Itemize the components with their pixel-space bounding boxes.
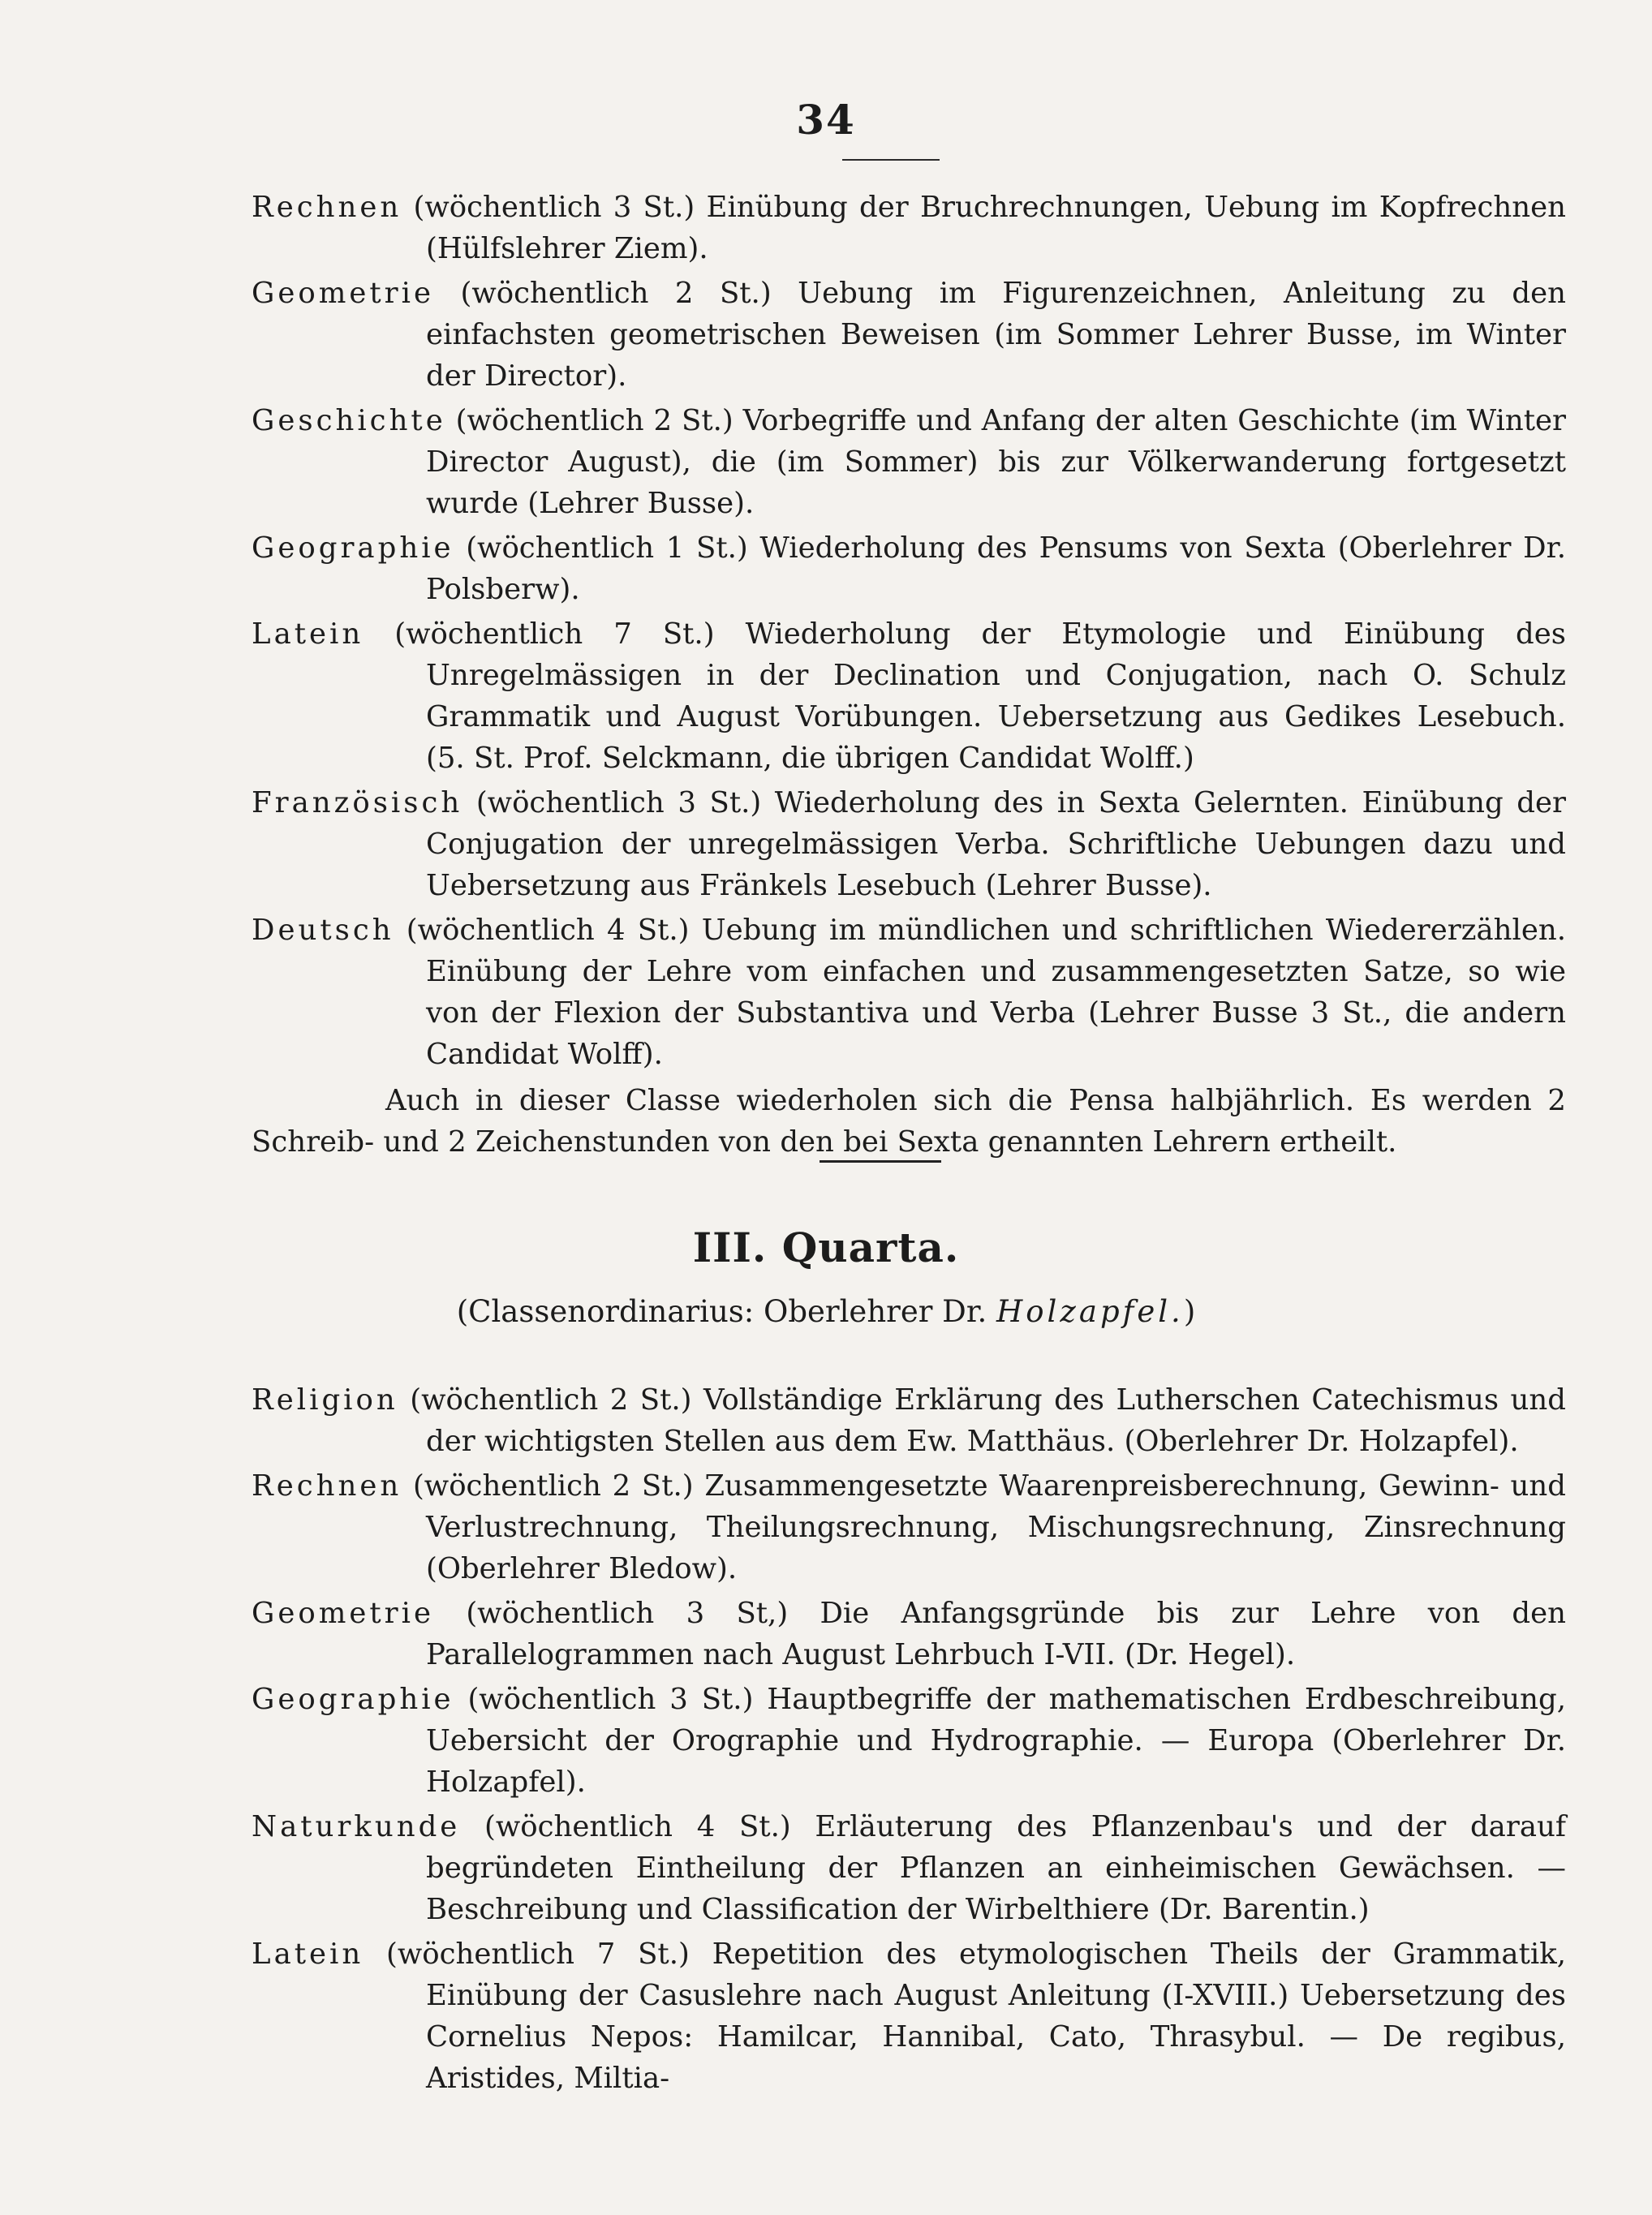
- subject-name: Deutsch: [252, 914, 394, 947]
- subject-name: Geographie: [252, 1683, 454, 1716]
- curriculum-entry-latein: [252, 1933, 1566, 2099]
- subject-name: Latein: [252, 1938, 364, 1971]
- section-note: Auch in dieser Classe wiederholen sich die Pensa halbjährlich. Es werden 2 Schreib- und 2 Zeichenstunden von den bei Sexta genannten Lehrern ertheilt.: [252, 1084, 1566, 1159]
- subject-name: Rechnen: [252, 1469, 402, 1503]
- entry-text: (wöchentlich 4 St.) Erläuterung des Pflanzenbau's und der darauf begründeten Eintheilung der Pflanzen an einheimischen Gewächsen. — Beschreibung und Classification der Wirbelthiere (Dr. Barentin.): [426, 1810, 1566, 1926]
- section-subtitle: [0, 1294, 1652, 1329]
- entry-text: (wöchentlich 3 St.) Wiederholung des in Sexta Gelernten. Einübung der Conjugation der unregelmässigen Verba. Schriftliche Uebungen dazu und Uebersetzung aus Fränkels Lesebuch (Lehrer Busse).: [426, 786, 1566, 902]
- subtitle-prefix: (Classenordinarius: Oberlehrer Dr.: [456, 1294, 987, 1329]
- subject-name: Französisch: [252, 786, 463, 819]
- sexta-curriculum-section: [252, 187, 1566, 1163]
- subject-name: Geometrie: [252, 1597, 435, 1630]
- curriculum-entry-deutsch: [252, 910, 1566, 1075]
- curriculum-entry-geographie: [252, 1679, 1566, 1803]
- entry-text: (wöchentlich 7 St.) Wiederholung der Etymologie und Einübung des Unregelmässigen in der Declination und Conjugation, nach O. Schulz Grammatik und August Vorübungen. Uebersetzung aus Gedikes Lesebuch. (5. St. Prof. Selckmann, die übrigen Candidat Wolff.): [394, 617, 1566, 775]
- quarta-curriculum-section: [252, 1379, 1566, 2102]
- entry-text: (wöchentlich 4 St.) Uebung im mündlichen und schriftlichen Wiedererzählen. Einübung der Lehre vom einfachen und zusammengesetzten Satze, so wie von der Flexion der Substantiva und Verba (Lehrer Busse 3 St., die andern Candidat Wolff).: [406, 914, 1566, 1071]
- subject-name: Geschichte: [252, 404, 446, 437]
- subtitle-teacher-name: Holzapfel.: [996, 1294, 1184, 1329]
- entry-text: (wöchentlich 2 St.) Vollständige Erklärung des Lutherschen Catechismus und der wichtigsten Stellen aus dem Ew. Matthäus. (Oberlehrer Dr. Holzapfel).: [410, 1383, 1566, 1458]
- curriculum-entry-rechnen: [252, 187, 1566, 269]
- curriculum-entry-rechnen: [252, 1465, 1566, 1589]
- curriculum-entry-geometrie: [252, 273, 1566, 397]
- entry-text: (wöchentlich 3 St.) Einübung der Bruchrechnungen, Uebung im Kopfrechnen (Hülfslehrer Ziem).: [413, 191, 1566, 265]
- subject-name: Rechnen: [252, 191, 402, 224]
- subject-name: Geographie: [252, 531, 454, 565]
- entry-text: (wöchentlich 7 St.) Repetition des etymologischen Theils der Grammatik, Einübung der Casuslehre nach August Anleitung (I-XVIII.) Uebersetzung des Cornelius Nepos: Hamilcar, Hannibal, Cato, Thrasybul. — De regibus, Aristides, Miltia-: [386, 1938, 1566, 2095]
- subject-name: Religion: [252, 1383, 398, 1417]
- entry-text: (wöchentlich 2 St.) Uebung im Figurenzeichnen, Anleitung zu den einfachsten geometrischen Beweisen (im Sommer Lehrer Busse, im Winter der Director).: [426, 277, 1566, 393]
- entry-text: (wöchentlich 2 St.) Zusammengesetzte Waarenpreisberechnung, Gewinn- und Verlustrechnung, Theilungsrechnung, Mischungsrechnung, Zinsrechnung (Oberlehrer Bledow).: [412, 1469, 1566, 1585]
- subject-name: Geometrie: [252, 277, 435, 310]
- curriculum-entry-naturkunde: [252, 1806, 1566, 1930]
- subtitle-suffix: ): [1183, 1294, 1196, 1329]
- section-title: III. Quarta.: [692, 1224, 960, 1271]
- entry-text: (wöchentlich 2 St.) Vorbegriffe und Anfang der alten Geschichte (im Winter Director August), die (im Sommer) bis zur Völkerwanderung fortgesetzt wurde (Lehrer Busse).: [426, 404, 1566, 520]
- curriculum-entry-geographie: [252, 527, 1566, 610]
- curriculum-entry-geschichte: [252, 400, 1566, 524]
- section-divider: [820, 1160, 941, 1163]
- page-number: 34: [796, 96, 856, 144]
- subject-name: Naturkunde: [252, 1810, 461, 1843]
- entry-text: (wöchentlich 3 St,) Die Anfangsgründe bis zur Lehre von den Parallelogrammen nach August Lehrbuch I-VII. (Dr. Hegel).: [426, 1597, 1566, 1671]
- subject-name: Latein: [252, 617, 364, 651]
- curriculum-entry-latein: [252, 613, 1566, 779]
- entry-text: (wöchentlich 3 St.) Hauptbegriffe der mathematischen Erdbeschreibung, Uebersicht der Orographie und Hydrographie. — Europa (Oberlehrer Dr. Holzapfel).: [426, 1683, 1566, 1799]
- entry-text: (wöchentlich 1 St.) Wiederholung des Pensums von Sexta (Oberlehrer Dr. Polsberw).: [426, 531, 1566, 606]
- curriculum-entry-religion: [252, 1379, 1566, 1462]
- page-number-rule: [842, 159, 940, 161]
- curriculum-entry-franzoesisch: [252, 782, 1566, 906]
- curriculum-entry-geometrie: [252, 1593, 1566, 1675]
